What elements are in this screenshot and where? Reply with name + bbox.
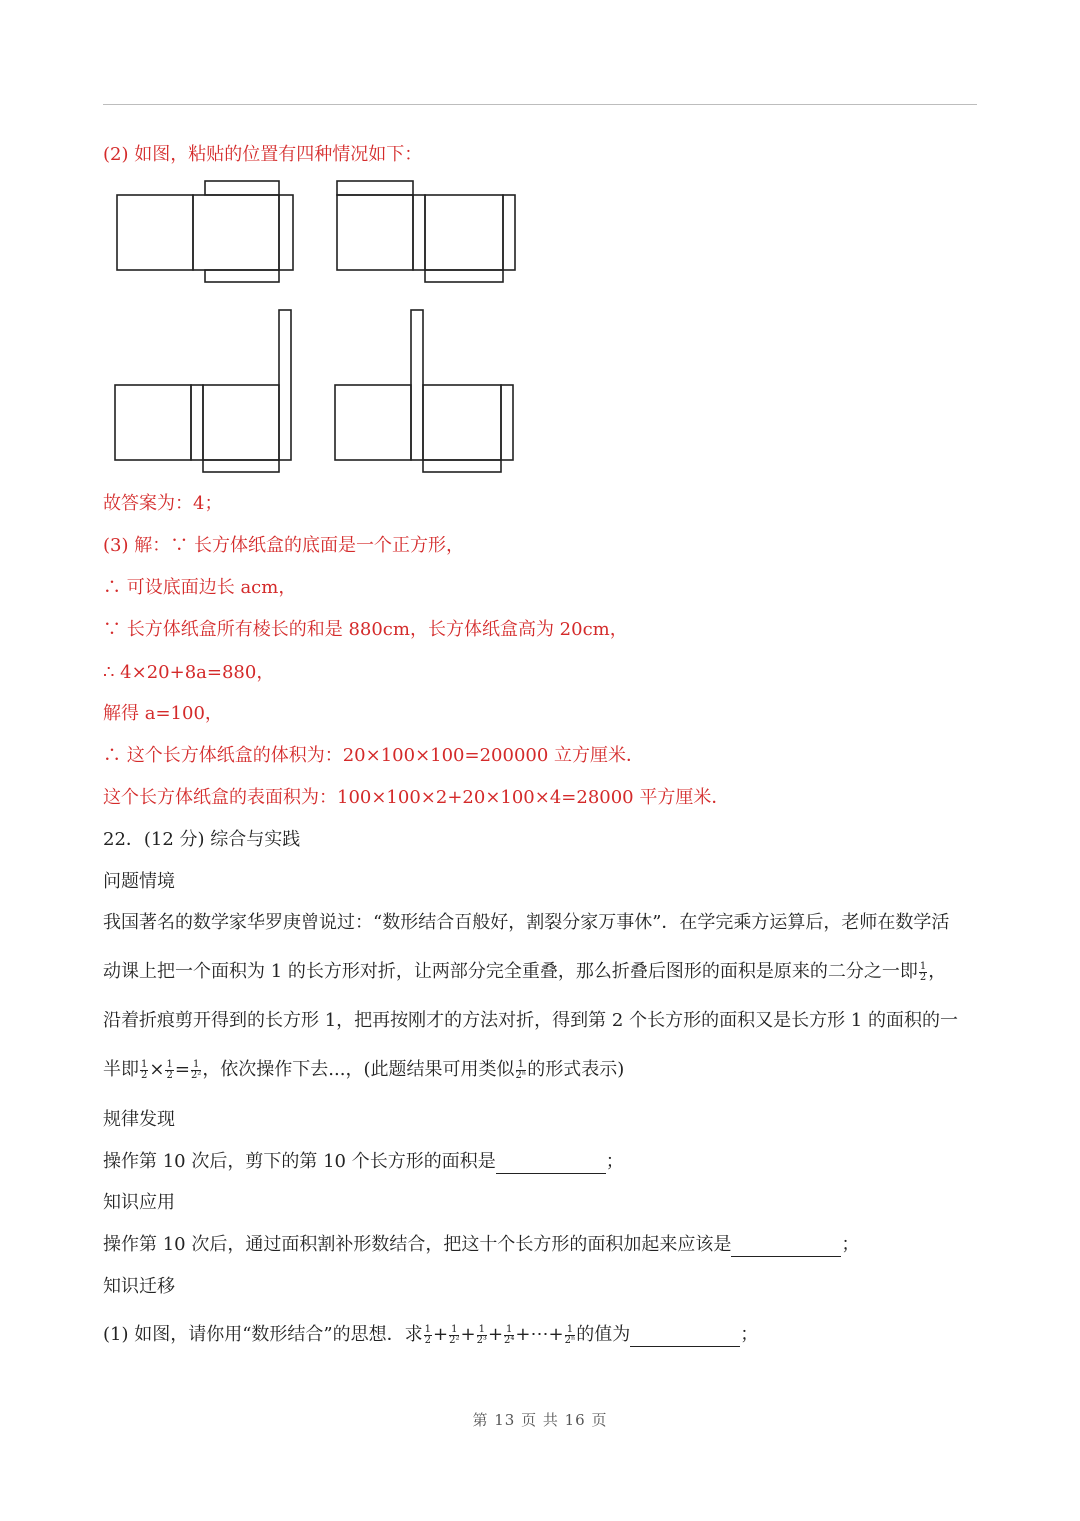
part2-intro: (2) 如图，粘贴的位置有四种情况如下： — [103, 144, 423, 165]
fraction-half: $\frac{1}{2}$ — [424, 1323, 431, 1346]
fraction-one-over-2n: $\frac{1}{\text{2ⁿ}}$ — [515, 1058, 527, 1081]
answer-blank-2[interactable] — [731, 1238, 841, 1257]
answer-blank-1[interactable] — [496, 1155, 606, 1174]
question-22-title: 22．(12 分) 综合与实践 — [103, 829, 301, 850]
paragraph-line-2: 动课上把一个面积为 1 的长方形对折，让两部分完全重叠，那么折叠后图形的面积是原来的二分之一即 $\frac{1}{2}$ ， — [103, 960, 947, 983]
question-pattern — [103, 1150, 624, 1174]
part3-line-1: (3) 解：∵ 长方体纸盒的底面是一个正方形， — [103, 535, 464, 556]
net-diagrams — [103, 170, 543, 480]
net-figure-2 — [337, 181, 515, 282]
paragraph-line-4: 半即 $\frac{1}{2}$ × $\frac{1}{2}$ = $\frac{1}{\text{2²}}$ ，依次操作下去...，(此题结果可用类似 $\frac{1}{\text{2ⁿ}}$ 的形式表示) — [103, 1058, 625, 1081]
semicolon: ； — [605, 1151, 624, 1172]
header-rule — [103, 104, 977, 105]
fraction-one-over-2-fourth: $\frac{1}{\text{2⁴}}$ — [504, 1323, 515, 1346]
part3-line-7: 这个长方体纸盒的表面积为：100×100×2+20×100×4=28000 平方厘米． — [103, 787, 730, 808]
section-knowledge-transfer: 知识迁移 — [103, 1276, 175, 1297]
page-footer: 第 13 页 共 16 页 — [472, 1411, 608, 1429]
paragraph-line-4-middle: ，依次操作下去...，(此题结果可用类似 — [202, 1059, 515, 1080]
question-transfer-end: 的值为 — [576, 1324, 631, 1345]
net-figure-3 — [115, 310, 291, 472]
paragraph-line-4-start: 半即 — [103, 1059, 139, 1080]
semicolon: ； — [740, 1324, 759, 1345]
semicolon: ； — [841, 1234, 860, 1255]
paragraph-line-4-end: 的形式表示) — [527, 1059, 625, 1080]
question-transfer: (1) 如图，请你用“数形结合”的思想．求 $\frac{1}{2}$ + $\frac{1}{\text{2²}}$ + $\frac{1}{\text{2³}}$ + $\frac{1}{\text{2⁴}}$ +⋯+ $\frac{1}{\text{2ⁿ}}$ 的值为 ； — [103, 1323, 759, 1346]
net-figure-4 — [335, 310, 513, 472]
paragraph-line-2-text: 动课上把一个面积为 1 的长方形对折，让两部分完全重叠，那么折叠后图形的面积是原来的二分之一即 — [103, 961, 918, 982]
question-pattern-text: 操作第 10 次后，剪下的第 10 个长方形的面积是 — [103, 1151, 496, 1172]
part3-line-3: ∵ 长方体纸盒所有棱长的和是 880cm，长方体纸盒高为 20cm， — [103, 619, 628, 640]
net-figure-1 — [117, 181, 293, 282]
fraction-one-over-2-cubed: $\frac{1}{\text{2³}}$ — [476, 1323, 487, 1346]
fraction-half: $\frac{1}{2}$ — [166, 1058, 173, 1081]
fraction-half: $\frac{1}{2}$ — [919, 960, 927, 983]
section-pattern-discovery: 规律发现 — [103, 1109, 175, 1130]
answer-blank-3[interactable] — [630, 1328, 740, 1347]
section-problem-context: 问题情境 — [103, 871, 175, 892]
part3-line-2: ∴ 可设底面边长 acm， — [103, 577, 297, 598]
section-knowledge-application: 知识应用 — [103, 1192, 175, 1213]
part2-answer: 故答案为：4； — [103, 493, 223, 514]
fraction-half: $\frac{1}{2}$ — [141, 1058, 148, 1081]
fraction-one-over-2-squared: $\frac{1}{\text{2²}}$ — [190, 1058, 202, 1081]
part3-line-4: ∴ 4×20+8a=880， — [103, 662, 275, 683]
question-application — [103, 1233, 859, 1257]
paragraph-line-3: 沿着折痕剪开得到的长方形 1，把再按刚才的方法对折，得到第 2 个长方形的面积又是长方形 1 的面积的一 — [103, 1010, 958, 1031]
fraction-one-over-2n: $\frac{1}{\text{2ⁿ}}$ — [564, 1323, 576, 1346]
part3-line-5: 解得 a=100， — [103, 703, 223, 724]
part3-line-6: ∴ 这个长方体纸盒的体积为：20×100×100=200000 立方厘米． — [103, 745, 645, 766]
question-application-text: 操作第 10 次后，通过面积割补形数结合，把这十个长方形的面积加起来应该是 — [103, 1234, 732, 1255]
paragraph-line-1: 我国著名的数学家华罗庚曾说过：“数形结合百般好，割裂分家万事休”．在学完乘方运算后，老师在数学活 — [103, 912, 950, 933]
question-transfer-text: (1) 如图，请你用“数形结合”的思想．求 — [103, 1324, 423, 1345]
fraction-one-over-2-squared: $\frac{1}{\text{2²}}$ — [449, 1323, 460, 1346]
